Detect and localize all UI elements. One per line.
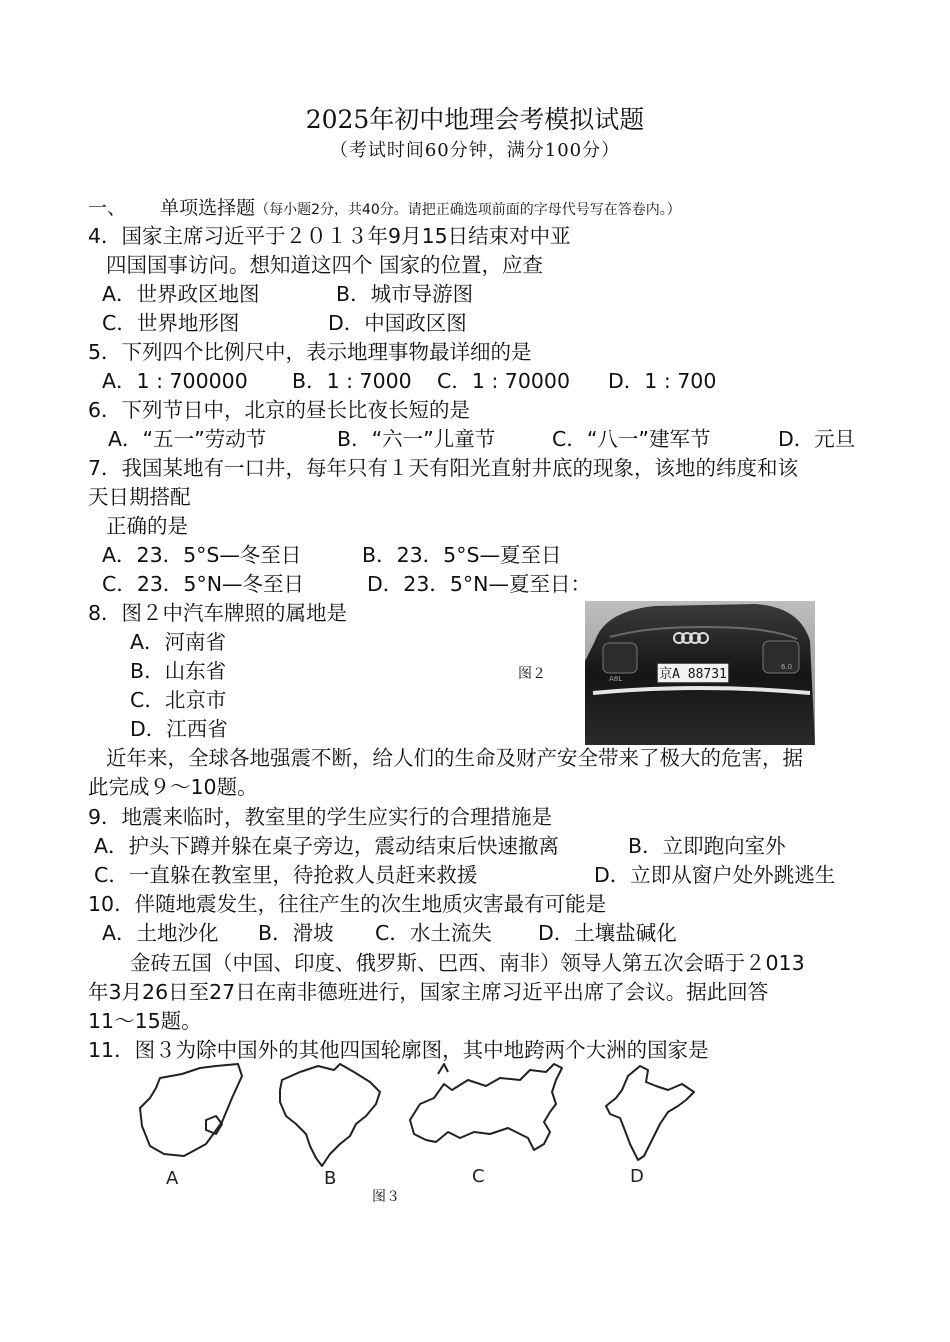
q7-option-d: D．23．5°N—夏至日： [367, 572, 591, 596]
exam-title: 2025年初中地理会考模拟试题 [305, 105, 645, 134]
intro-9-10-line2: 此完成９～10题。 [88, 775, 258, 799]
q8-stem: 8．图２中汽车牌照的属地是 [88, 601, 348, 625]
svg-text:A8L: A8L [609, 675, 623, 683]
q10-option-a: A．土地沙化 [102, 921, 219, 945]
q4-option-c: C．世界地形图 [102, 311, 240, 335]
q8-option-a: A．河南省 [130, 630, 227, 654]
map-outline-d [606, 1066, 694, 1160]
q10-option-c: C．水土流失 [375, 921, 492, 945]
q4-option-a: A．世界政区地图 [102, 282, 260, 306]
q7-option-a: A．23．5°S—冬至日 [102, 543, 302, 567]
q9-stem: 9．地震来临时，教室里的学生应实行的合理措施是 [88, 805, 553, 829]
intro-11-15-line1: 金砖五国（中国、印度、俄罗斯、巴西、南非）领导人第五次会晤于２013 [130, 951, 805, 975]
q4-stem-line2: 四国国事访问。想知道这四个 国家的位置，应查 [106, 253, 544, 277]
country-outline-maps [130, 1062, 700, 1192]
map-outline-a [140, 1064, 242, 1156]
q8-option-c: C．北京市 [130, 688, 227, 712]
q8-option-d: D．江西省 [130, 717, 228, 741]
q5-option-c: C．1 : 70000 [437, 369, 571, 393]
car-license-plate-photo [585, 601, 815, 745]
intro-11-15-line3: 11～15题。 [88, 1009, 202, 1033]
license-plate-text: 京A 88731 [659, 667, 727, 682]
q10-stem: 10．伴随地震发生，往往产生的次生地质灾害最有可能是 [88, 892, 607, 916]
section-number: 一、 [88, 197, 127, 219]
q7-stem-line2: 天日期搭配 [88, 485, 191, 509]
q6-option-d: D．元旦 [778, 427, 856, 451]
section-note: （每小题2分，共40分。请把正确选项前面的字母代号写在答卷内。） [255, 202, 681, 218]
q6-option-b: B．“六一”儿童节 [337, 427, 496, 451]
q5-stem: 5．下列四个比例尺中，表示地理事物最详细的是 [88, 340, 532, 364]
q5-option-b: B．1 : 7000 [292, 369, 412, 393]
q8-option-b: B．山东省 [130, 659, 227, 683]
q9-option-a: A．护头下蹲并躲在桌子旁边，震动结束后快速撤离 [94, 834, 560, 858]
q4-stem-line1: 4．国家主席习近平于２０１３年9月15日结束对中亚 [88, 224, 571, 248]
q4-option-d: D．中国政区图 [328, 311, 467, 335]
q9-option-b: B．立即跑向室外 [628, 834, 786, 858]
q7-stem-line1: 7．我国某地有一口井，每年只有１天有阳光直射井底的现象，该地的纬度和该 [88, 456, 799, 480]
q4-option-b: B．城市导游图 [336, 282, 474, 306]
q5-option-d: D．1 : 700 [608, 369, 717, 393]
q11-stem: 11．图３为除中国外的其他四国轮廓图，其中地跨两个大洲的国家是 [88, 1038, 709, 1062]
exam-subtitle: （考试时间60分钟，满分100分） [329, 140, 621, 161]
map-outline-c [410, 1064, 562, 1150]
q6-stem: 6．下列节日中，北京的昼长比夜长短的是 [88, 398, 471, 422]
svg-text:6.0: 6.0 [781, 663, 793, 671]
intro-9-10-line1: 近年来，全球各地强震不断，给人们的生命及财产安全带来了极大的危害，据 [106, 746, 803, 770]
q9-option-d: D．立即从窗户处外跳逃生 [594, 863, 836, 887]
q5-option-a: A．1 : 700000 [102, 369, 248, 393]
q10-option-b: B．滑坡 [258, 921, 334, 945]
section-heading [88, 194, 681, 225]
map-outline-b [280, 1064, 380, 1166]
q7-option-b: B．23．5°S—夏至日 [362, 543, 562, 567]
q9-option-c: C．一直躲在教室里，待抢救人员赶来救援 [94, 863, 478, 887]
map-label-b: B [324, 1168, 337, 1189]
q6-option-a: A．“五一”劳动节 [108, 427, 267, 451]
section-name: 单项选择题 [160, 197, 256, 219]
map-label-c: C [472, 1166, 485, 1187]
figure-2-label: 图２ [518, 666, 546, 682]
map-label-d: D [630, 1166, 644, 1187]
figure-3-label: 图３ [372, 1189, 400, 1205]
q7-stem-line3: 正确的是 [106, 514, 188, 538]
q7-option-c: C．23．5°N—冬至日 [102, 572, 305, 596]
map-label-a: A [166, 1168, 179, 1189]
intro-11-15-line2: 年3月26日至27日在南非德班进行，国家主席习近平出席了会议。据此回答 [88, 980, 769, 1004]
q10-option-d: D．土壤盐碱化 [538, 921, 677, 945]
q6-option-c: C．“八一”建军节 [552, 427, 711, 451]
